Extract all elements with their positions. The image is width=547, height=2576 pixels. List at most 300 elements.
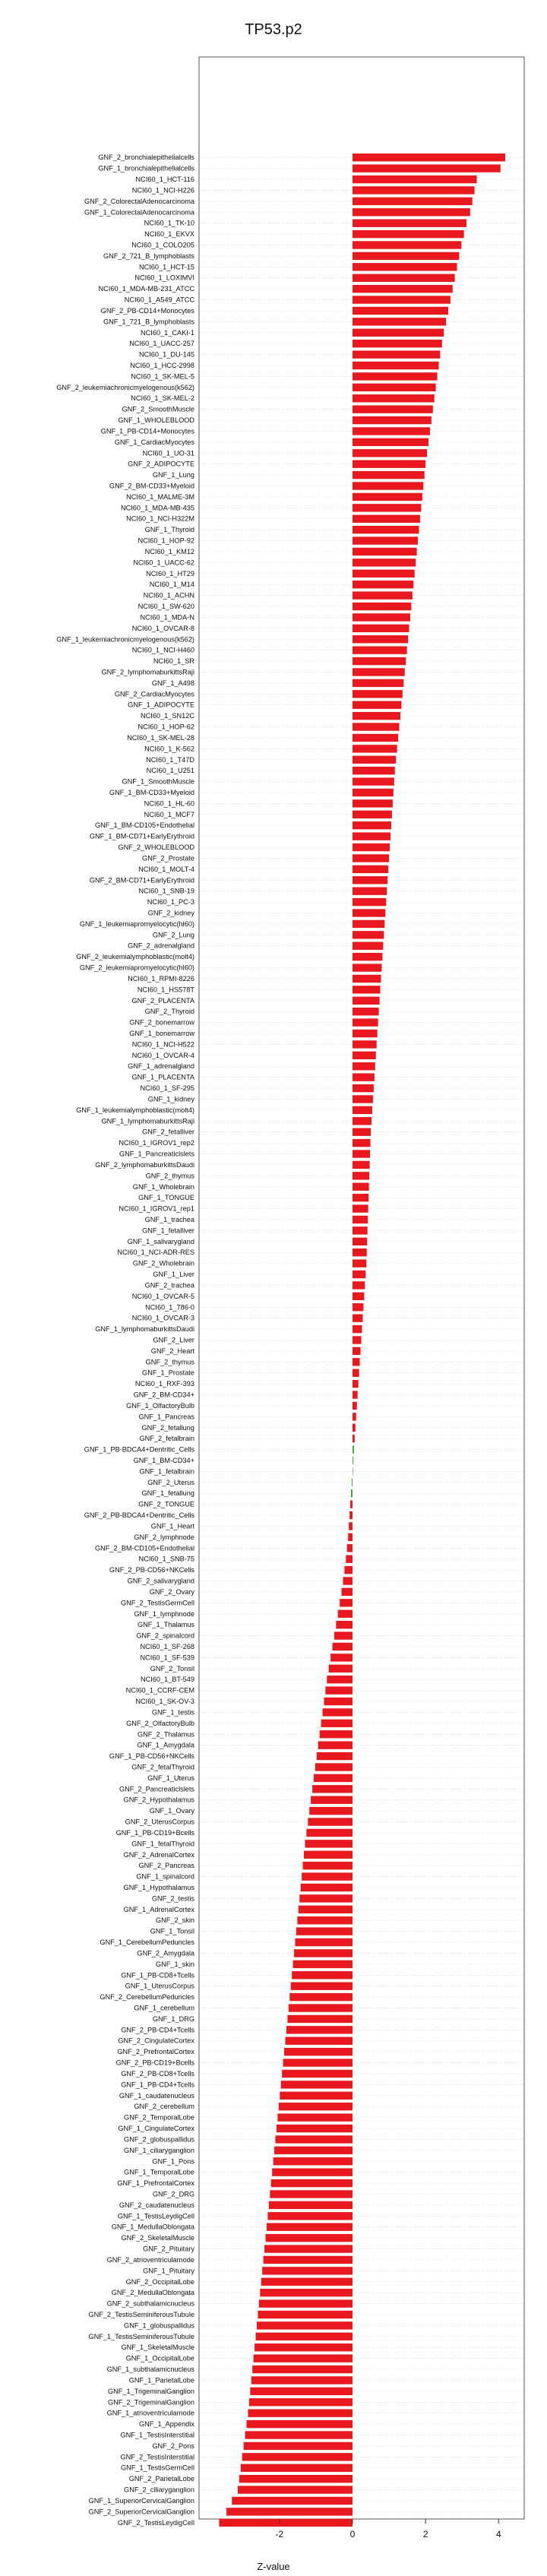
y-tick-label: NCI60_1_UACC-257 xyxy=(129,340,194,348)
bar xyxy=(254,2354,353,2362)
y-tick-label: GNF_2_lymphomaburkittsRaji xyxy=(101,668,194,676)
bar xyxy=(353,799,393,807)
bar xyxy=(324,1698,353,1705)
y-tick-label: GNF_1_globuspallidus xyxy=(124,2321,194,2330)
bar xyxy=(353,1435,355,1442)
y-tick-label: GNF_2_kidney xyxy=(147,909,194,917)
bar xyxy=(353,1183,369,1191)
bar xyxy=(294,1949,353,1957)
bar xyxy=(353,1194,368,1201)
bar xyxy=(264,2256,353,2264)
bar xyxy=(292,1971,353,1979)
bar xyxy=(308,1818,353,1825)
y-tick-label: GNF_1_TrigeminalGanglion xyxy=(107,2387,194,2395)
y-tick-label: GNF_2_Tonsil xyxy=(150,1664,194,1673)
bar xyxy=(334,1631,353,1639)
y-tick-label: GNF_1_BM-CD33+Myeloid xyxy=(109,788,194,796)
bar xyxy=(276,2135,353,2143)
y-tick-label: GNF_2_caudatenucleus xyxy=(119,2201,194,2209)
bar xyxy=(286,2026,353,2033)
bar xyxy=(353,570,415,578)
y-tick-label: GNF_2_fetalliver xyxy=(142,1128,194,1136)
y-tick-label: GNF_2_SkeletalMuscle xyxy=(121,2234,194,2242)
y-tick-label: GNF_1_A498 xyxy=(151,679,194,687)
y-tick-label: GNF_2_lymphomaburkittsDaudi xyxy=(95,1160,194,1169)
y-tick-label: GNF_2_OccipitalLobe xyxy=(125,2277,194,2286)
y-tick-label: GNF_1_SkeletalMuscle xyxy=(121,2343,194,2352)
y-tick-label: GNF_1_PrefrontalCortex xyxy=(117,2179,194,2188)
bar xyxy=(353,1391,358,1398)
y-tick-label: GNF_2_trachea xyxy=(144,1281,194,1290)
y-tick-label: NCI60_1_HCT-116 xyxy=(135,176,194,184)
bar xyxy=(353,1314,362,1321)
bar xyxy=(353,438,428,446)
bar xyxy=(277,2113,353,2121)
y-tick-label: GNF_1_TestisLeydigCell xyxy=(117,2212,194,2220)
y-tick-label: NCI60_1_LOXIMVI xyxy=(134,274,194,282)
y-tick-label: GNF_1_AdrenalCortex xyxy=(123,1905,194,1913)
bar xyxy=(314,1774,353,1782)
y-tick-label: GNF_1_atrioventricularnode xyxy=(106,2409,194,2417)
bar xyxy=(353,646,407,653)
y-tick-label: GNF_2_fetalThyroid xyxy=(131,1763,194,1771)
y-tick-label: GNF_1_WHOLEBLOOD xyxy=(118,416,194,425)
bar xyxy=(352,1479,353,1486)
bar xyxy=(353,712,400,720)
y-tick-label: GNF_2_CardiacMyocytes xyxy=(114,690,194,698)
bar xyxy=(353,1030,378,1037)
y-tick-label: NCI60_1_OVCAR-3 xyxy=(131,1314,194,1322)
bar xyxy=(353,1018,378,1026)
bar xyxy=(261,2278,353,2286)
bar xyxy=(353,340,442,347)
y-tick-label: GNF_2_TestisGermCell xyxy=(120,1599,194,1607)
bar xyxy=(287,2015,353,2023)
y-tick-label: GNF_1_lymphnode xyxy=(134,1609,194,1618)
bar xyxy=(353,252,459,260)
y-tick-label: GNF_1_SuperiorCervicalGanglion xyxy=(88,2496,194,2505)
y-tick-label: NCI60_1_CCRF-CEM xyxy=(125,1686,194,1695)
y-tick-label: NCI60_1_NCI-ADR-RES xyxy=(117,1248,194,1257)
y-tick-label: GNF_2_MedullaOblongata xyxy=(111,2289,194,2297)
y-tick-label: NCI60_1_SF-539 xyxy=(140,1654,194,1662)
y-tick-label: GNF_2_721_B_lymphoblasts xyxy=(103,252,194,260)
bar xyxy=(353,427,430,435)
bar xyxy=(315,1763,353,1771)
bar xyxy=(284,2048,353,2055)
bar xyxy=(282,2070,353,2078)
y-tick-label: NCI60_1_UO-31 xyxy=(142,449,194,457)
bar xyxy=(342,1588,353,1596)
bar xyxy=(353,1358,360,1366)
bar xyxy=(353,887,387,894)
y-tick-label: GNF_2_thymus xyxy=(145,1172,194,1180)
bar xyxy=(353,854,389,862)
y-tick-label: NCI60_1_SK-OV-3 xyxy=(135,1698,194,1706)
bar xyxy=(353,1117,372,1125)
y-tick-label: GNF_2_ParietalLobe xyxy=(128,2475,194,2483)
y-tick-label: GNF_2_leukemiapromyelocytic(hl60) xyxy=(79,964,194,972)
y-tick-label: NCI60_1_MCF7 xyxy=(144,810,194,818)
bar xyxy=(353,635,408,643)
y-tick-label: GNF_2_ciliaryganglion xyxy=(124,2486,194,2494)
y-tick-label: NCI60_1_IGROV1_rep1 xyxy=(119,1204,194,1213)
y-tick-label: GNF_2_TestisLeydigCell xyxy=(117,2518,194,2527)
y-tick-label: NCI60_1_NCI-H460 xyxy=(131,646,194,654)
bar xyxy=(353,603,411,610)
y-tick-label: GNF_2_SmoothMuscle xyxy=(122,405,194,413)
bar xyxy=(353,679,403,687)
bar xyxy=(353,734,398,742)
y-tick-label: NCI60_1_OVCAR-4 xyxy=(131,1051,194,1059)
y-tick-label: GNF_2_subthalamicnucleus xyxy=(106,2299,194,2308)
bar xyxy=(353,1380,359,1388)
y-tick-label: GNF_2_ADIPOCYTE xyxy=(128,460,194,468)
y-tick-label: GNF_1_spinalcord xyxy=(136,1872,194,1881)
bar xyxy=(353,416,432,424)
bar xyxy=(353,591,413,599)
bar xyxy=(347,1544,353,1552)
y-tick-label: GNF_1_Pituitary xyxy=(143,2267,194,2275)
y-tick-label: NCI60_1_SNB-75 xyxy=(138,1555,194,1563)
y-tick-label: NCI60_1_786-0 xyxy=(145,1303,194,1312)
bar xyxy=(320,1730,353,1738)
y-tick-label: GNF_1_fetalbrain xyxy=(139,1467,194,1476)
y-tick-label: NCI60_1_MDA-MB-231_ATCC xyxy=(98,285,194,293)
bar xyxy=(353,1413,356,1420)
y-tick-label: NCI60_1_IGROV1_rep2 xyxy=(119,1139,194,1147)
y-tick-label: NCI60_1_BT-549 xyxy=(141,1676,194,1684)
bar xyxy=(353,405,433,413)
bar xyxy=(353,1150,370,1157)
bar xyxy=(353,536,418,544)
y-tick-label: GNF_2_PrefrontalCortex xyxy=(117,2048,194,2056)
y-tick-label: NCI60_1_KM12 xyxy=(144,547,194,555)
y-tick-label: GNF_1_adrenalgland xyxy=(128,1062,194,1071)
bar xyxy=(321,1720,353,1727)
bar xyxy=(353,394,435,402)
y-tick-label: NCI60_1_HCC-2998 xyxy=(130,361,194,369)
bar xyxy=(353,613,410,621)
bar xyxy=(317,1752,353,1760)
bar xyxy=(353,274,455,282)
y-tick-label: NCI60_1_NCI-H322M xyxy=(126,514,194,523)
y-tick-label: GNF_2_skin xyxy=(155,1916,194,1925)
y-tick-label: GNF_1_Prostate xyxy=(142,1369,194,1377)
bar xyxy=(338,1610,353,1618)
bar xyxy=(353,296,451,303)
y-tick-label: GNF_1_BM-CD71+EarlyErythroid xyxy=(89,832,194,840)
bar xyxy=(353,186,475,194)
y-tick-label: GNF_1_bonemarrow xyxy=(129,1030,194,1038)
bar xyxy=(353,1172,369,1179)
bar xyxy=(353,1084,374,1092)
bar xyxy=(353,657,406,665)
y-tick-label: GNF_2_bronchialepithelialcells xyxy=(98,153,194,162)
bar xyxy=(259,2299,353,2307)
bar xyxy=(251,2376,353,2384)
bar xyxy=(281,2081,353,2088)
bar xyxy=(353,777,394,785)
y-tick-label: NCI60_1_A549_ATCC xyxy=(124,296,194,304)
y-tick-label: NCI60_1_HOP-92 xyxy=(138,536,194,545)
bar xyxy=(299,1894,353,1902)
y-tick-label: GNF_1_Pancreaticlslets xyxy=(119,1150,194,1158)
y-tick-label: GNF_2_UterusCorpus xyxy=(125,1818,194,1826)
y-tick-label: GNF_1_BM-CD34+ xyxy=(133,1457,194,1465)
y-tick-label: GNF_1_ciliaryganglion xyxy=(124,2146,194,2154)
y-tick-label: NCI60_1_CAKI-1 xyxy=(141,328,194,337)
bar xyxy=(330,1654,353,1661)
y-tick-label: GNF_1_fetalThyroid xyxy=(131,1840,194,1848)
bar xyxy=(280,2092,353,2100)
y-tick-label: GNF_2_BM-CD71+EarlyErythroid xyxy=(89,876,194,885)
bar xyxy=(340,1599,353,1606)
bar xyxy=(353,843,390,851)
bar xyxy=(353,931,384,938)
bar xyxy=(247,2420,353,2428)
bar xyxy=(289,1993,353,2001)
y-tick-label: GNF_2_lymphnode xyxy=(134,1533,194,1541)
bar xyxy=(262,2267,353,2274)
bar xyxy=(255,2343,353,2351)
bar xyxy=(312,1785,353,1793)
y-tick-label: GNF_2_AdrenalCortex xyxy=(123,1850,194,1859)
bar xyxy=(353,504,421,511)
y-tick-label: GNF_2_leukemialymphoblastic(molt4) xyxy=(76,953,194,961)
bar xyxy=(256,2333,353,2340)
y-tick-label: GNF_2_globuspallidus xyxy=(124,2135,194,2144)
y-tick-label: GNF_2_cerebellum xyxy=(134,2103,194,2111)
y-tick-label: GNF_1_PB-CD56+NKCells xyxy=(109,1752,194,1761)
y-tick-label: NCI60_1_SK-MEL-28 xyxy=(127,733,194,742)
bar xyxy=(353,285,453,293)
bar xyxy=(353,526,419,533)
y-tick-label: GNF_1_TestisGermCell xyxy=(120,2464,194,2472)
bar xyxy=(296,1927,353,1935)
y-tick-label: GNF_1_721_B_lymphoblasts xyxy=(103,318,194,326)
bar xyxy=(353,1402,357,1410)
y-tick-label: GNF_2_SuperiorCervicalGanglion xyxy=(88,2508,194,2516)
y-tick-label: NCI60_1_RXF-393 xyxy=(134,1380,194,1388)
bar xyxy=(353,263,457,271)
y-tick-label: GNF_2_adrenalgland xyxy=(128,941,194,950)
bar xyxy=(306,1829,353,1837)
y-tick-label: GNF_1_OccipitalLobe xyxy=(125,2354,194,2362)
bar xyxy=(248,2410,353,2417)
y-tick-label: NCI60_1_DU-145 xyxy=(138,350,194,359)
bar xyxy=(353,668,405,676)
y-tick-label: GNF_1_Appendix xyxy=(138,2420,194,2429)
y-tick-label: GNF_2_PLACENTA xyxy=(131,996,194,1005)
bar xyxy=(266,2234,353,2242)
y-tick-label: NCI60_1_NCI-H522 xyxy=(131,1040,194,1049)
bar xyxy=(353,384,436,391)
y-tick-label: GNF_2_TONGUE xyxy=(138,1500,194,1508)
bar xyxy=(291,1983,353,1990)
bar xyxy=(242,2453,353,2460)
bar xyxy=(239,2475,353,2483)
bar xyxy=(353,1161,370,1169)
y-tick-label: NCI60_1_NCI-H226 xyxy=(131,186,194,195)
y-tick-label: GNF_1_Amygdala xyxy=(137,1741,194,1749)
y-tick-label: GNF_1_leukemialymphoblastic(molt4) xyxy=(76,1106,194,1114)
y-tick-label: GNF_2_TestisInterstitial xyxy=(120,2453,194,2461)
y-tick-label: GNF_1_CingulateCortex xyxy=(118,2125,194,2133)
y-tick-label: GNF_1_cerebellum xyxy=(134,2004,194,2012)
y-tick-label: GNF_2_fetalbrain xyxy=(139,1435,194,1443)
y-tick-label: GNF_2_Wholebrain xyxy=(132,1259,194,1267)
y-tick-label: GNF_1_leukemiapromyelocytic(hl60) xyxy=(79,919,194,928)
bar xyxy=(270,2190,353,2198)
bar xyxy=(333,1643,353,1650)
y-tick-label: GNF_1_Lung xyxy=(152,471,194,479)
y-tick-label: GNF_2_leukemiachronicmyelogenous(k562) xyxy=(56,383,194,391)
bar xyxy=(303,1862,353,1869)
bar xyxy=(350,1500,353,1508)
y-tick-label: NCI60_1_HOP-62 xyxy=(138,723,194,731)
bar xyxy=(353,767,395,774)
bar xyxy=(353,1128,371,1136)
bar xyxy=(353,362,438,369)
bar xyxy=(353,548,417,555)
bar xyxy=(353,898,386,906)
bar xyxy=(353,942,383,950)
bar xyxy=(329,1665,353,1673)
bar xyxy=(353,1369,359,1377)
y-tick-label: GNF_2_PB-CD4+Tcells xyxy=(121,2026,194,2034)
bar xyxy=(318,1741,353,1748)
bar xyxy=(353,964,381,971)
bar xyxy=(353,1293,364,1300)
bar xyxy=(304,1851,353,1859)
y-tick-label: NCI60_1_SNB-19 xyxy=(138,887,194,895)
y-tick-label: GNF_1_TestisInterstitial xyxy=(120,2431,194,2439)
y-tick-label: GNF_2_BM-CD34+ xyxy=(133,1391,194,1399)
bar xyxy=(336,1621,353,1628)
bar xyxy=(301,1884,353,1891)
y-tick-label: GNF_2_Heart xyxy=(150,1347,194,1355)
y-tick-label: NCI60_1_SW-620 xyxy=(138,603,194,611)
y-tick-label: GNF_2_Uterus xyxy=(147,1478,194,1486)
y-tick-label: GNF_2_CingulateCortex xyxy=(118,2036,194,2045)
y-tick-label: NCI60_1_UACC-62 xyxy=(133,559,194,567)
bar xyxy=(353,1259,366,1267)
bar xyxy=(353,701,401,709)
y-tick-label: GNF_1_Ovary xyxy=(149,1807,194,1815)
bar xyxy=(277,2125,353,2132)
bar xyxy=(279,2103,353,2110)
y-tick-label: GNF_2_Amygdala xyxy=(137,1949,194,1957)
y-tick-label: NCI60_1_K-562 xyxy=(144,745,194,753)
bar xyxy=(353,493,422,501)
bar xyxy=(353,625,409,632)
bar xyxy=(353,230,464,238)
bar xyxy=(353,1271,365,1278)
bar xyxy=(353,1238,367,1245)
bar xyxy=(353,1139,371,1147)
y-tick-label: NCI60_1_SK-MEL-5 xyxy=(131,372,194,381)
y-tick-label: NCI60_1_SN12C xyxy=(141,712,194,720)
y-tick-label: GNF_2_Liver xyxy=(153,1336,194,1344)
y-tick-label: GNF_1_PB-CD8+Tcells xyxy=(121,1971,194,1979)
y-tick-label: NCI60_1_OVCAR-8 xyxy=(131,624,194,632)
bar xyxy=(353,372,438,380)
y-tick-label: NCI60_1_MOLT-4 xyxy=(138,865,194,873)
y-tick-label: GNF_1_Tonsil xyxy=(150,1927,194,1935)
y-tick-label: GNF_1_testis xyxy=(151,1708,194,1717)
bar xyxy=(274,2157,353,2165)
bar xyxy=(353,690,403,698)
bar xyxy=(353,811,392,818)
bar xyxy=(353,756,396,764)
bar xyxy=(353,986,381,993)
bar xyxy=(283,2059,353,2066)
bar xyxy=(353,1347,361,1355)
bar xyxy=(353,866,388,873)
bar xyxy=(267,2212,353,2220)
bar xyxy=(353,1336,362,1343)
y-tick-label: GNF_2_spinalcord xyxy=(136,1631,194,1640)
y-tick-label: GNF_2_BM-CD33+Myeloid xyxy=(109,482,194,490)
bar xyxy=(271,2179,353,2187)
y-tick-label: GNF_1_ParietalLobe xyxy=(128,2376,194,2385)
bar xyxy=(353,909,385,916)
y-tick-label: GNF_2_Thalamus xyxy=(137,1730,194,1739)
bar xyxy=(323,1708,353,1716)
y-tick-label: GNF_1_kidney xyxy=(147,1095,194,1103)
bar xyxy=(353,219,466,226)
y-tick-label: GNF_1_lymphomaburkittsRaji xyxy=(101,1117,194,1125)
bar xyxy=(353,482,423,489)
bar xyxy=(353,876,387,884)
y-tick-label: GNF_1_Heart xyxy=(150,1522,194,1530)
y-tick-label: GNF_2_CerebellumPeduncles xyxy=(100,1993,194,2002)
y-tick-label: GNF_1_lymphomaburkittsDaudi xyxy=(95,1325,194,1334)
y-tick-label: GNF_1_fetalliver xyxy=(142,1226,194,1235)
bar xyxy=(353,176,477,183)
y-tick-label: GNF_2_atrioventricularnode xyxy=(106,2255,194,2264)
bar xyxy=(343,1577,353,1584)
y-tick-label: GNF_1_CardiacMyocytes xyxy=(114,438,194,446)
y-tick-label: GNF_2_WHOLEBLOOD xyxy=(118,843,194,852)
y-tick-label: GNF_1_PLACENTA xyxy=(131,1073,194,1081)
y-tick-label: GNF_1_Hypothalamus xyxy=(123,1884,194,1892)
y-tick-label: GNF_2_PB-CD19+Bcells xyxy=(115,2059,194,2067)
bar xyxy=(295,1938,353,1946)
y-tick-label: GNF_1_TONGUE xyxy=(138,1194,194,1202)
y-tick-label: GNF_1_CerebellumPeduncles xyxy=(100,1938,194,1947)
bar xyxy=(353,1281,365,1289)
y-tick-label: GNF_1_trachea xyxy=(144,1215,194,1223)
y-tick-label: NCI60_1_SF-295 xyxy=(140,1084,194,1093)
y-tick-label: NCI60_1_HCT-15 xyxy=(138,263,194,271)
bar xyxy=(353,460,425,468)
y-tick-label: GNF_2_Hypothalamus xyxy=(123,1796,194,1804)
y-tick-label: NCI60_1_ACHN xyxy=(143,591,194,600)
y-tick-label: GNF_2_PB-BDCA4+Dentritic_Cells xyxy=(84,1511,194,1520)
bar xyxy=(353,1106,372,1114)
y-tick-label: GNF_1_PB-CD14+Monocytes xyxy=(100,427,194,435)
bar xyxy=(289,2004,353,2011)
y-tick-label: GNF_2_BM-CD105+Endothelial xyxy=(95,1544,194,1552)
bar xyxy=(293,1960,353,1968)
bar xyxy=(353,1445,354,1453)
bar xyxy=(353,1204,368,1212)
bar xyxy=(353,1303,363,1311)
y-tick-label: GNF_2_DRG xyxy=(152,2190,194,2198)
y-tick-label: GNF_1_UterusCorpus xyxy=(125,1982,194,1990)
